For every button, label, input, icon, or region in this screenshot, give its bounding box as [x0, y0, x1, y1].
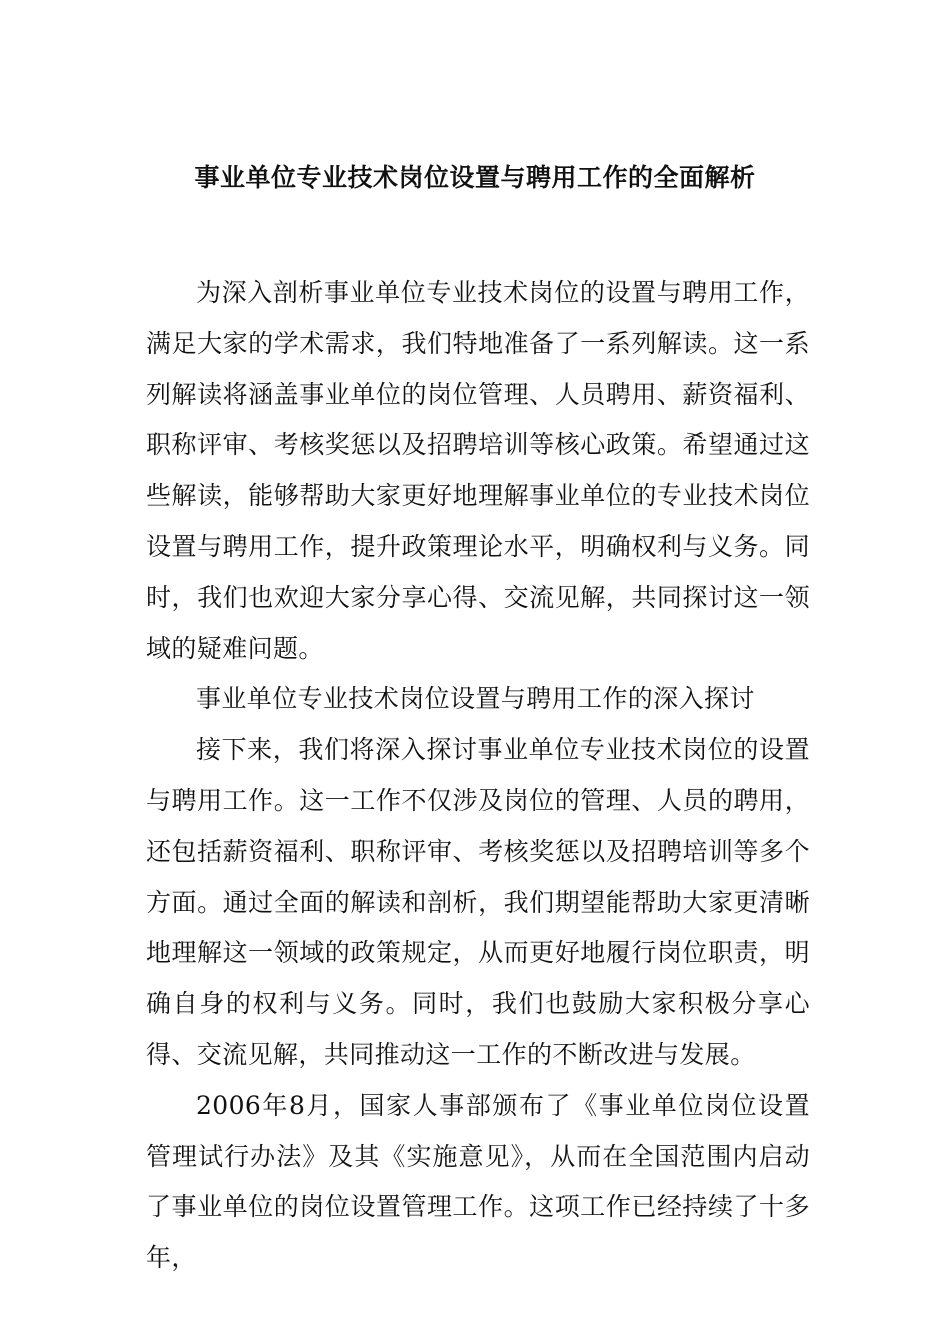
paragraph-subheading: 事业单位专业技术岗位设置与聘用工作的深入探讨 [196, 684, 755, 714]
paragraph-history: 2006年8月，国家人事部颁布了《事业单位岗位设置管理试行办法》及其《实施意见》，从而在全国范围内启动了事业单位的岗位设置管理工作。这项工作已经持续了十多年， [146, 1090, 810, 1273]
paragraph-discussion: 接下来，我们将深入探讨事业单位专业技术岗位的设置与聘用工作。这一工作不仅涉及岗位的管理、人员的聘用，还包括薪资福利、职称评审、考核奖惩以及招聘培训等多个方面。通过全面的解读和剖析，我们期望能帮助大家更清晰地理解这一领域的政策规定，从而更好地履行岗位职责，明确自身的权利与义务。同时，我们也鼓励大家积极分享心得、交流见解，共同推动这一工作的不断改进与发展。 [146, 735, 810, 1069]
paragraph-intro: 为深入剖析事业单位专业技术岗位的设置与聘用工作，满足大家的学术需求，我们特地准备了一系列解读。这一系列解读将涵盖事业单位的岗位管理、人员聘用、薪资福利、职称评审、考核奖惩以及招聘培训等核心政策。希望通过这些解读，能够帮助大家更好地理解事业单位的专业技术岗位设置与聘用工作，提升政策理论水平，明确权利与义务。同时，我们也欢迎大家分享心得、交流见解，共同探讨这一领域的疑难问题。 [146, 278, 810, 663]
document-body [146, 268, 810, 1284]
document-title: 事业单位专业技术岗位设置与聘用工作的全面解析 [194, 163, 756, 192]
